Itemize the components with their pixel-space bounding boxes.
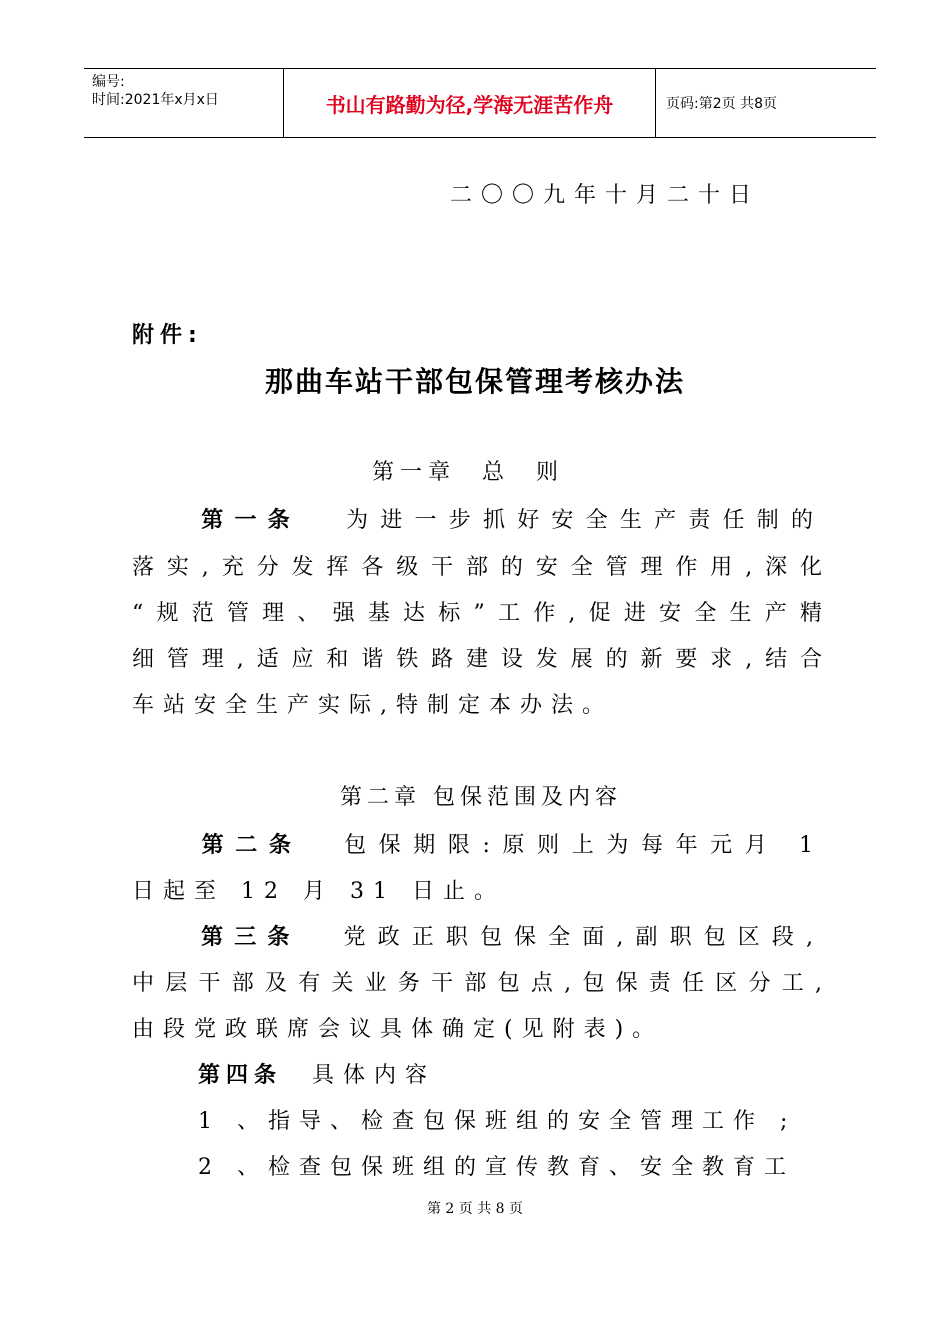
article-1-line-4: 细管理,适应和谐铁路建设发展的新要求,结合	[132, 647, 822, 672]
page-footer: 第 2 页 共 8 页	[426, 1201, 524, 1217]
chapter-heading-1: 第一章 总 则	[372, 460, 564, 485]
number-label: 编号:	[92, 74, 125, 90]
chapter-heading-2: 第二章 包保范围及内容	[340, 785, 622, 810]
article-3-line-1	[132, 920, 822, 951]
header-table	[84, 68, 876, 138]
page-label: 页码:第2页 共8页	[666, 96, 777, 112]
article-1-line-5: 车站安全生产实际,特制定本办法。	[132, 693, 613, 718]
article-2-line-1	[132, 828, 822, 859]
list-item-2-text: 2 、检查包保班组的宣传教育、安全教育工	[198, 1155, 795, 1180]
article-3-line-2: 中层干部及有关业务干部包点,包保责任区分工,	[132, 971, 822, 996]
article-3-line-3: 由段党政联席会议具体确定(见附表)。	[132, 1017, 664, 1042]
article-2-text-1: 包保期限:原则上为每年元月 1	[340, 833, 822, 858]
time-label: 时间:2021年x月x日	[92, 92, 219, 108]
list-item-1-text: 1 、指导、检查包保班组的安全管理工作 ;	[198, 1109, 797, 1134]
article-2-label: 第二条	[198, 833, 303, 858]
document-title: 那曲车站干部包保管理考核办法	[264, 365, 685, 398]
article-4-text-1: 具体内容	[312, 1063, 437, 1088]
article-1-text-1: 为进一步抓好安全生产责任制的	[342, 508, 822, 533]
article-4-label: 第四条	[198, 1063, 283, 1088]
attachment-label: 附件:	[132, 323, 203, 348]
list-item-1	[132, 1104, 822, 1135]
article-4-line-1	[132, 1058, 822, 1089]
document-date: 二〇〇九年十月二十日	[450, 183, 761, 208]
header-meta-cell	[84, 69, 284, 137]
article-1-line-1	[132, 503, 822, 534]
article-2-line-2: 日起至 12 月 31 日止。	[132, 879, 505, 904]
article-1-line-3: “规范管理、强基达标”工作,促进安全生产精	[132, 601, 822, 626]
motto: 书山有路勤为径,学海无涯苦作舟	[284, 69, 656, 137]
article-1-label: 第一条	[198, 508, 301, 533]
article-3-text-1: 党政正职包保全面,副职包区段,	[340, 925, 822, 950]
list-item-2	[132, 1150, 822, 1181]
article-3-label: 第三条	[198, 925, 301, 950]
article-1-line-2: 落实,充分发挥各级干部的安全管理作用,深化	[132, 555, 822, 580]
